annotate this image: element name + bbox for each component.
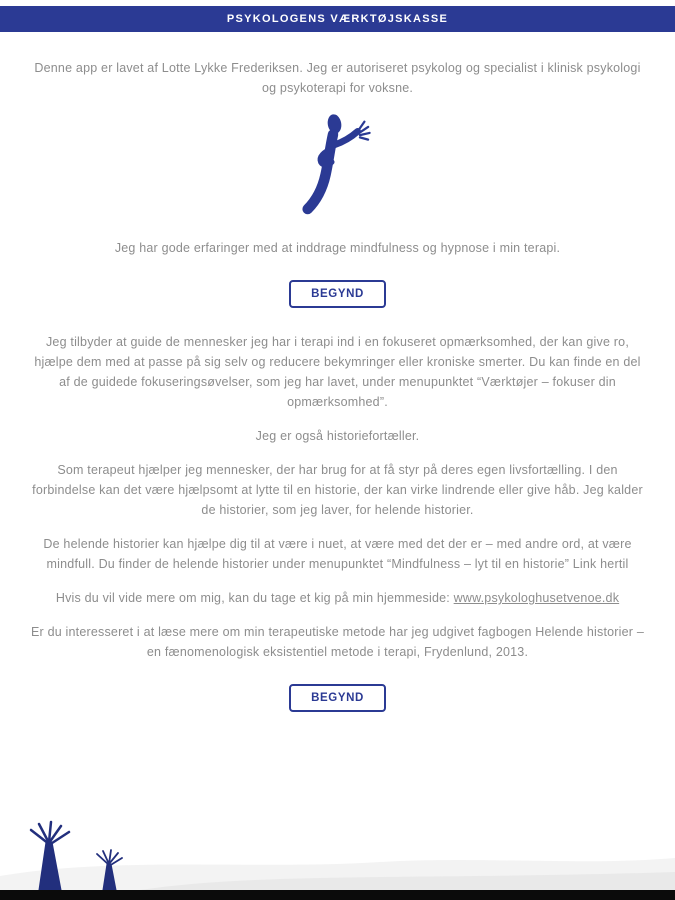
mindfulness-paragraph: Jeg har gode erfaringer med at inddrage mindfulness og hypnose i min terapi. (114, 241, 561, 255)
guided-focus-paragraph: Jeg tilbyder at guide de mennesker jeg har i terapi ind i en fokuseret opmærksomhed, der kan give ro, hjælpe dem med at passe på sig selv og reducere bekymringer eller kroniske smerter. Du kan finde en del af de guidede fokuseringsøvelser, som jeg har lavet, under menupunktet “Værktøjer – fokuser din opmærksomhed”. (34, 335, 641, 409)
hills-graphic (0, 830, 675, 890)
healing-stories-paragraph: De helende historier kan hjælpe dig til at være i nuet, at være med det der er – med andre ord, at være mindfull. Du finder de helende historier under menupunktet “Mindfulness – lyt til en historie” Link hertil (43, 537, 632, 571)
therapy-stories-paragraph: Som terapeut hjælper jeg mennesker, der har brug for at få styr på deres egen livsfortælling. I den forbindelse kan det være hjælpsomt at lytte til en historie, der kan virke lindrende eller give håb. Jeg kalder de historier, som jeg laver, for helende historier. (32, 463, 643, 517)
homepage-link[interactable]: www.psykologhusetvenoe.dk (453, 591, 620, 605)
book-paragraph: Er du interesseret i at læse mere om min terapeutiske metode har jeg udgivet fagbogen Helende historier – en fænomenologisk eksistentiel metode i terapi, Frydenlund, 2013. (31, 625, 644, 659)
begynd-button-bottom[interactable]: BEGYND (289, 684, 386, 712)
intro-paragraph: Denne app er lavet af Lotte Lykke Frederiksen. Jeg er autoriseret psykolog og specialist i klinisk psykologi og psykoterapi for voksne. (34, 61, 641, 95)
trees-icon (15, 820, 155, 890)
header-bar (0, 6, 675, 32)
illustration-container (23, 112, 653, 224)
footer-landscape (0, 820, 675, 890)
homepage-text: Hvis du vil vide mere om mig, kan du tage et kig på min hjemmeside: (55, 591, 454, 605)
bottom-bar (0, 890, 675, 900)
main-content (23, 58, 653, 722)
homepage-paragraph (31, 588, 645, 608)
begynd-button-top[interactable]: BEGYND (289, 280, 386, 308)
storyteller-paragraph: Jeg er også historiefortæller. (255, 429, 420, 443)
page-title: PSYKOLOGENS VÆRKTØJSKASSE (226, 13, 449, 25)
psychologist-illustration-icon (275, 112, 400, 224)
